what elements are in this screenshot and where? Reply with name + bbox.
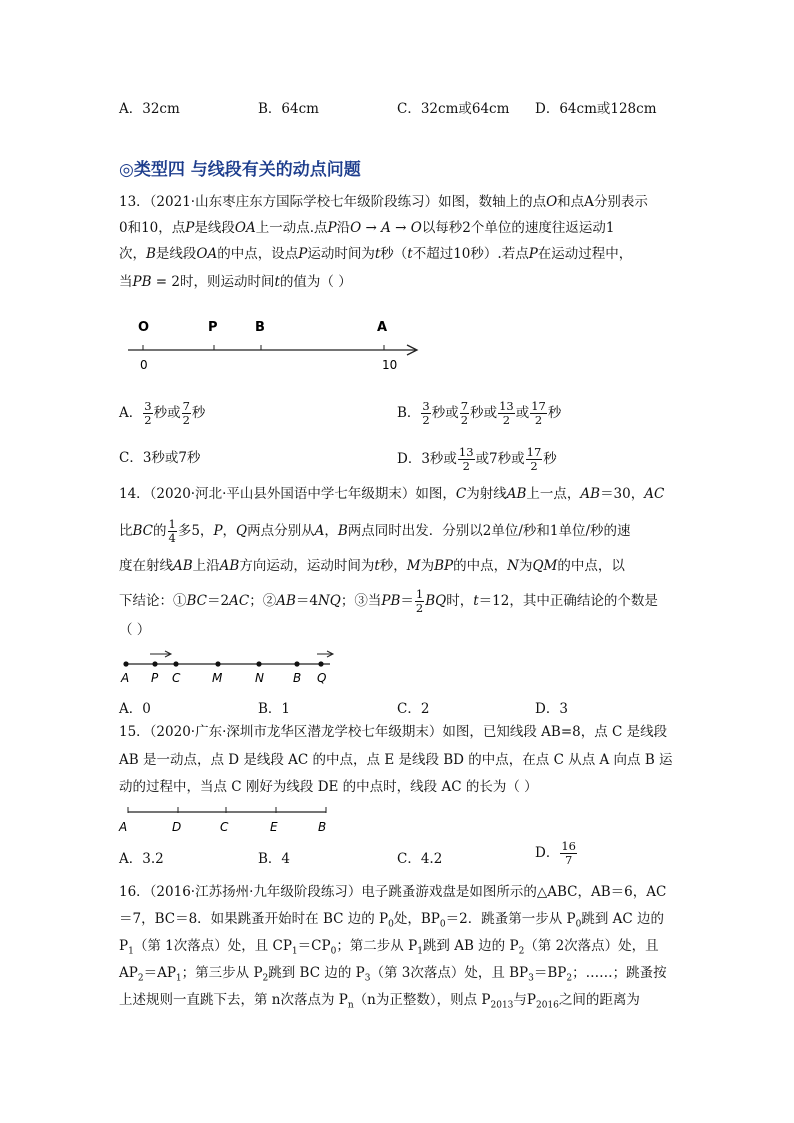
fig-label-O: O (138, 320, 150, 335)
q14-line-4: 下结论：①BC＝2AC；②AB＝4NQ；③当PB＝ $\frac{1}{2}$ BQ时，t＝12，其中正确结论的个数是 (119, 587, 658, 615)
fig15-label-E: E (270, 820, 278, 834)
fig-label-A: A (377, 320, 388, 335)
fig15-label-A: A (119, 820, 128, 834)
q15-option-a: A．3.2 (119, 851, 164, 867)
q14-ray-figure (118, 644, 338, 686)
q14-line-2: 比BC的 $\frac{1}{4}$ 多5，P，Q两点分别从A，B两点同时出发．分别以2单位/秒和1单位/秒的速 (119, 517, 631, 545)
q12-option-c: C．32cm或64cm (397, 101, 510, 117)
q14-line-5: （ ） (119, 622, 151, 638)
q14-line-3: 度在射线AB上沿AB方向运动，运动时间为t秒，M为BP的中点，N为QM的中点，以 (119, 558, 625, 574)
fig14-label-M: M (212, 671, 223, 685)
q16-line-3: $P_1$（第 1次落点）处，且 $CP_1=CP_0$；第二步从 $P_1$跳到 AB 边的 $P_2$（第 2次落点）处，且 (119, 938, 659, 957)
q15-line-1: 15．（2020·广东·深圳市龙华区潜龙学校七年级期末）如图，已知线段 AB=8，点 C 是线段 (119, 724, 668, 740)
q16-line-2: ＝7，BC＝8．如果跳蚤开始时在 BC 边的 $P_0$处，$BP_0=2$．跳蚤第一步从 $P_0$跳到 AC 边的 (119, 911, 664, 930)
q13-line-3: 次，B是线段OA的中点，设点P运动时间为t秒（t不超过10秒）.若点P在运动过程中， (119, 246, 633, 262)
q12-option-d: D．64cm或128cm (535, 101, 657, 117)
q13-option-b: B． $\frac{3}{2}$ 秒或 $\frac{7}{2}$ 秒或 $\frac{13}{2}$ 或 $\frac{17}{2}$ 秒 (397, 399, 562, 427)
fig14-label-C: C (172, 671, 181, 685)
fig-label-P: P (208, 320, 218, 335)
q13-line-4: 当PB = 2时，则运动时间t的值为（ ） (119, 274, 352, 290)
fig15-label-C: C (220, 820, 229, 834)
q13-option-a: A． $\frac{3}{2}$ 秒或 $\frac{7}{2}$ 秒 (119, 399, 206, 427)
q13-number-line-figure (120, 315, 430, 377)
fig14-label-B: B (293, 671, 302, 685)
fig-tick-10: 10 (382, 358, 398, 372)
q15-option-d: D． $\frac{16}{7}$ (535, 839, 576, 867)
fig15-label-B: B (318, 820, 327, 834)
q14-option-c: C．2 (397, 701, 430, 717)
q15-line-3: 动的过程中，当点 C 刚好为线段 DE 的中点时，线段 AC 的长为（ ） (119, 779, 538, 795)
q15-line-2: AB 是一动点，点 D 是线段 AC 的中点，点 E 是线段 BD 的中点，在点 C 从点 A 向点 B 运 (119, 752, 673, 768)
q15-segment-figure (118, 804, 338, 834)
q16-line-4: $AP_2=AP_1$；第三步从 $P_2$跳到 BC 边的 $P_3$（第 3次落点）处，且 $BP_3=BP_2$；……；跳蚤按 (119, 965, 667, 984)
fig15-label-D: D (172, 820, 182, 834)
q14-option-d: D．3 (535, 701, 568, 717)
fig-label-B: B (255, 320, 265, 335)
q15-option-b: B．4 (258, 851, 291, 867)
q14-option-b: B．1 (258, 701, 291, 717)
q16-line-5: 上述规则一直跳下去，第 n次落点为 $P_n(n$为正整数），则点 $P_{2013}$与$P_{2016}$之间的距离为 (119, 992, 640, 1011)
q12-option-a: A．32cm (119, 101, 180, 117)
q14-line-1: 14．（2020·河北·平山县外国语中学七年级期末）如图，C为射线AB上一点，AB＝30，AC (119, 486, 665, 502)
fig14-label-A: A (121, 671, 130, 685)
fig14-label-Q: Q (317, 671, 327, 685)
q13-line-2: 0和10，点P是线段OA上一动点.点P沿O → A → O以每秒2个单位的速度往返运动1 (119, 220, 615, 236)
fig14-label-N: N (255, 671, 264, 685)
q15-option-c: C．4.2 (397, 851, 443, 867)
section-heading: ◎类型四 与线段有关的动点问题 (119, 160, 361, 180)
q12-option-b: B．64cm (258, 101, 319, 117)
fig14-label-P: P (151, 671, 159, 685)
q13-option-c: C．3秒或7秒 (119, 450, 201, 466)
q13-line-1: 13．（2021·山东枣庄东方国际学校七年级阶段练习）如图，数轴上的点O和点A分别表示 (119, 194, 648, 210)
q16-line-1: 16．（2016·江苏扬州·九年级阶段练习）电子跳蚤游戏盘是如图所示的△ABC，AB＝6，AC (119, 884, 667, 900)
fig-tick-0: 0 (140, 358, 148, 372)
q13-option-d: D．3秒或 $\frac{13}{2}$ 或7秒或 $\frac{17}{2}$ 秒 (397, 445, 557, 473)
q14-option-a: A．0 (119, 701, 151, 717)
